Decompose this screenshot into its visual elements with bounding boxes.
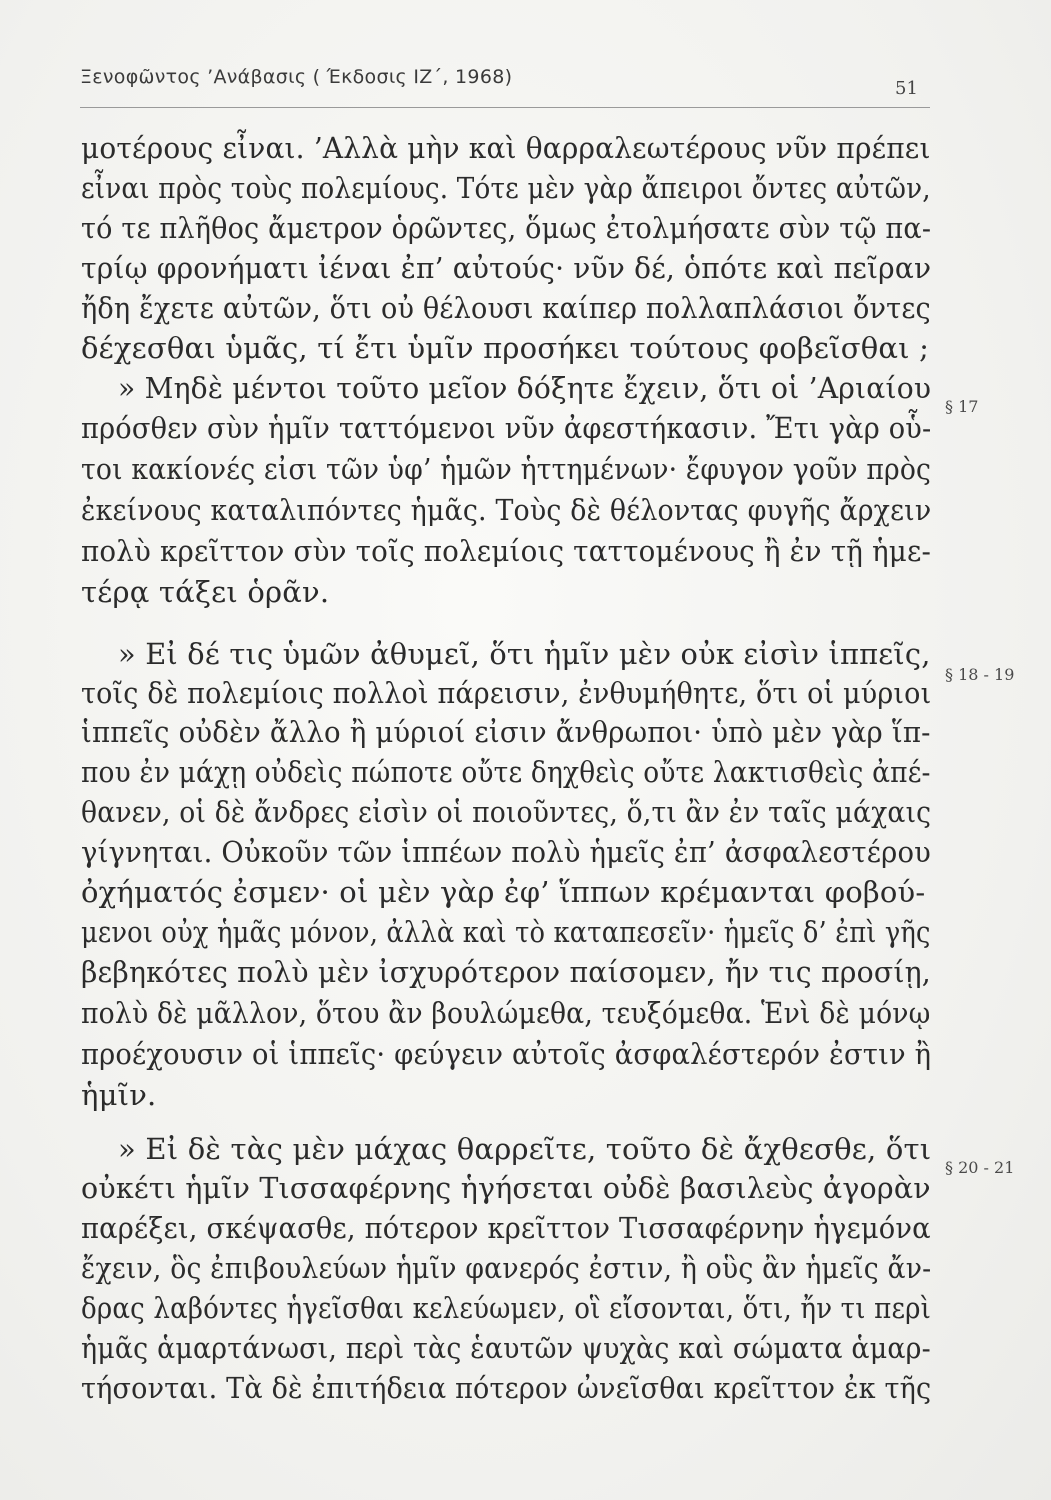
text-line: βεβηκότες πολὺ μὲν ἰσχυρότερον παίσομεν, ἤν τις προσίῃ,	[81, 955, 931, 989]
text-line: ὀχήματός ἐσμεν· οἱ μὲν γὰρ ἐφ’ ἵππων κρέμανται φοβού-	[81, 875, 926, 909]
text-line: πολὺ δὲ μᾶλλον, ὅτου ἂν βουλώμεθα, τευξόμεθα. Ἑνὶ δὲ μόνῳ	[81, 996, 931, 1030]
section-marker: § 18 - 19	[945, 665, 1015, 684]
text-line: οὐκέτι ἡμῖν Τισσαφέρνης ἡγήσεται οὐδὲ βασιλεὺς ἀγορὰν	[81, 1171, 931, 1205]
running-header-title: Ξενοφῶντος ’Ανάβασις ( Έκδοσις ΙΖ΄, 1968)	[80, 66, 513, 88]
text-line: δέχεσθαι ὑμᾶς, τί ἔτι ὑμῖν προσήκει τούτους φοβεῖσθαι ;	[81, 331, 930, 365]
text-line: τοι κακίονές εἰσι τῶν ὑφ’ ἡμῶν ἡττημένων· ἔφυγον γοῦν πρὸς	[81, 452, 932, 486]
text-line: τέρᾳ τάξει ὁρᾶν.	[81, 575, 330, 609]
section-marker: § 17	[945, 397, 979, 416]
text-line: που ἐν μάχῃ οὐδεὶς πώποτε οὔτε δηχθεὶς οὔτε λακτισθεὶς ἀπέ-	[81, 755, 931, 789]
text-line: προέχουσιν οἱ ἱππεῖς· φεύγειν αὐτοῖς ἀσφαλέστερόν ἐστιν ἢ	[81, 1037, 932, 1071]
text-line: ἤδη ἔχετε αὐτῶν, ὅτι οὐ θέλουσι καίπερ πολλαπλάσιοι ὄντες	[81, 291, 931, 325]
section-marker: § 20 - 21	[945, 1158, 1015, 1177]
text-line: δρας λαβόντες ἡγεῖσθαι κελεύωμεν, οἳ εἴσονται, ὅτι, ἤν τι περὶ	[81, 1291, 932, 1325]
text-line: παρέξει, σκέψασθε, πότερον κρεῖττον Τισσαφέρνην ἡγεμόνα	[81, 1211, 931, 1245]
text-line: ἡμῖν.	[81, 1078, 157, 1112]
page-number: 51	[895, 78, 918, 99]
text-line: τό τε πλῆθος ἄμετρον ὁρῶντες, ὅμως ἐτολμήσατε σὺν τῷ πα-	[81, 211, 932, 245]
text-line: τήσονται. Τὰ δὲ ἐπιτήδεια πότερον ὠνεῖσθαι κρεῖττον ἐκ τῆς	[81, 1371, 932, 1405]
paragraph-start-line: » Μηδὲ μέντοι τοῦτο μεῖον δόξητε ἔχειν, ὅτι οἱ ’Αριαίου	[118, 371, 932, 405]
text-line: ἱππεῖς οὐδὲν ἄλλο ἢ μύριοί εἰσιν ἄνθρωποι· ὑπὸ μὲν γὰρ ἵπ-	[81, 715, 931, 749]
text-line: τρίῳ φρονήματι ἰέναι ἐπ’ αὐτούς· νῦν δέ, ὁπότε καὶ πεῖραν	[81, 251, 932, 285]
text-line: ἐκείνους καταλιπόντες ἡμᾶς. Τοὺς δὲ θέλοντας φυγῆς ἄρχειν	[81, 493, 932, 527]
text-line: τοῖς δὲ πολεμίοις πολλοὶ πάρεισιν, ἐνθυμήθητε, ὅτι οἱ μύριοι	[81, 676, 932, 710]
paragraph-start-line: » Εἰ δέ τις ὑμῶν ἀθυμεῖ, ὅτι ἡμῖν μὲν οὐκ εἰσὶν ἱππεῖς,	[118, 637, 931, 671]
paragraph-start-line: » Εἰ δὲ τὰς μὲν μάχας θαρρεῖτε, τοῦτο δὲ ἄχθεσθε, ὅτι	[118, 1132, 932, 1166]
text-line: πολὺ κρεῖττον σὺν τοῖς πολεμίοις ταττομένους ἢ ἐν τῇ ἡμε-	[81, 534, 932, 568]
text-line: θανεν, οἱ δὲ ἄνδρες εἰσὶν οἱ ποιοῦντες, ὅ,τι ἂν ἐν ταῖς μάχαις	[81, 795, 932, 829]
text-line: μενοι οὐχ ἡμᾶς μόνον, ἀλλὰ καὶ τὸ καταπεσεῖν· ἡμεῖς δ’ ἐπὶ γῆς	[81, 915, 931, 949]
text-line: ἡμᾶς ἁμαρτάνωσι, περὶ τὰς ἑαυτῶν ψυχὰς καὶ σώματα ἁμαρ-	[81, 1331, 931, 1365]
text-line: εἶναι πρὸς τοὺς πολεμίους. Τότε μὲν γὰρ ἄπειροι ὄντες αὐτῶν,	[81, 171, 931, 205]
text-line: ἔχειν, ὃς ἐπιβουλεύων ἡμῖν φανερός ἐστιν, ἢ οὓς ἂν ἡμεῖς ἄν-	[81, 1251, 932, 1285]
text-line: μοτέρους εἶναι. ’Αλλὰ μὴν καὶ θαρραλεωτέρους νῦν πρέπει	[81, 131, 931, 165]
text-line: πρόσθεν σὺν ἡμῖν ταττόμενοι νῦν ἀφεστήκασιν. Ἔτι γὰρ οὗ-	[81, 411, 932, 445]
text-line: γίγνηται. Οὐκοῦν τῶν ἱππέων πολὺ ἡμεῖς ἐπ’ ἀσφαλεστέρου	[81, 835, 932, 869]
